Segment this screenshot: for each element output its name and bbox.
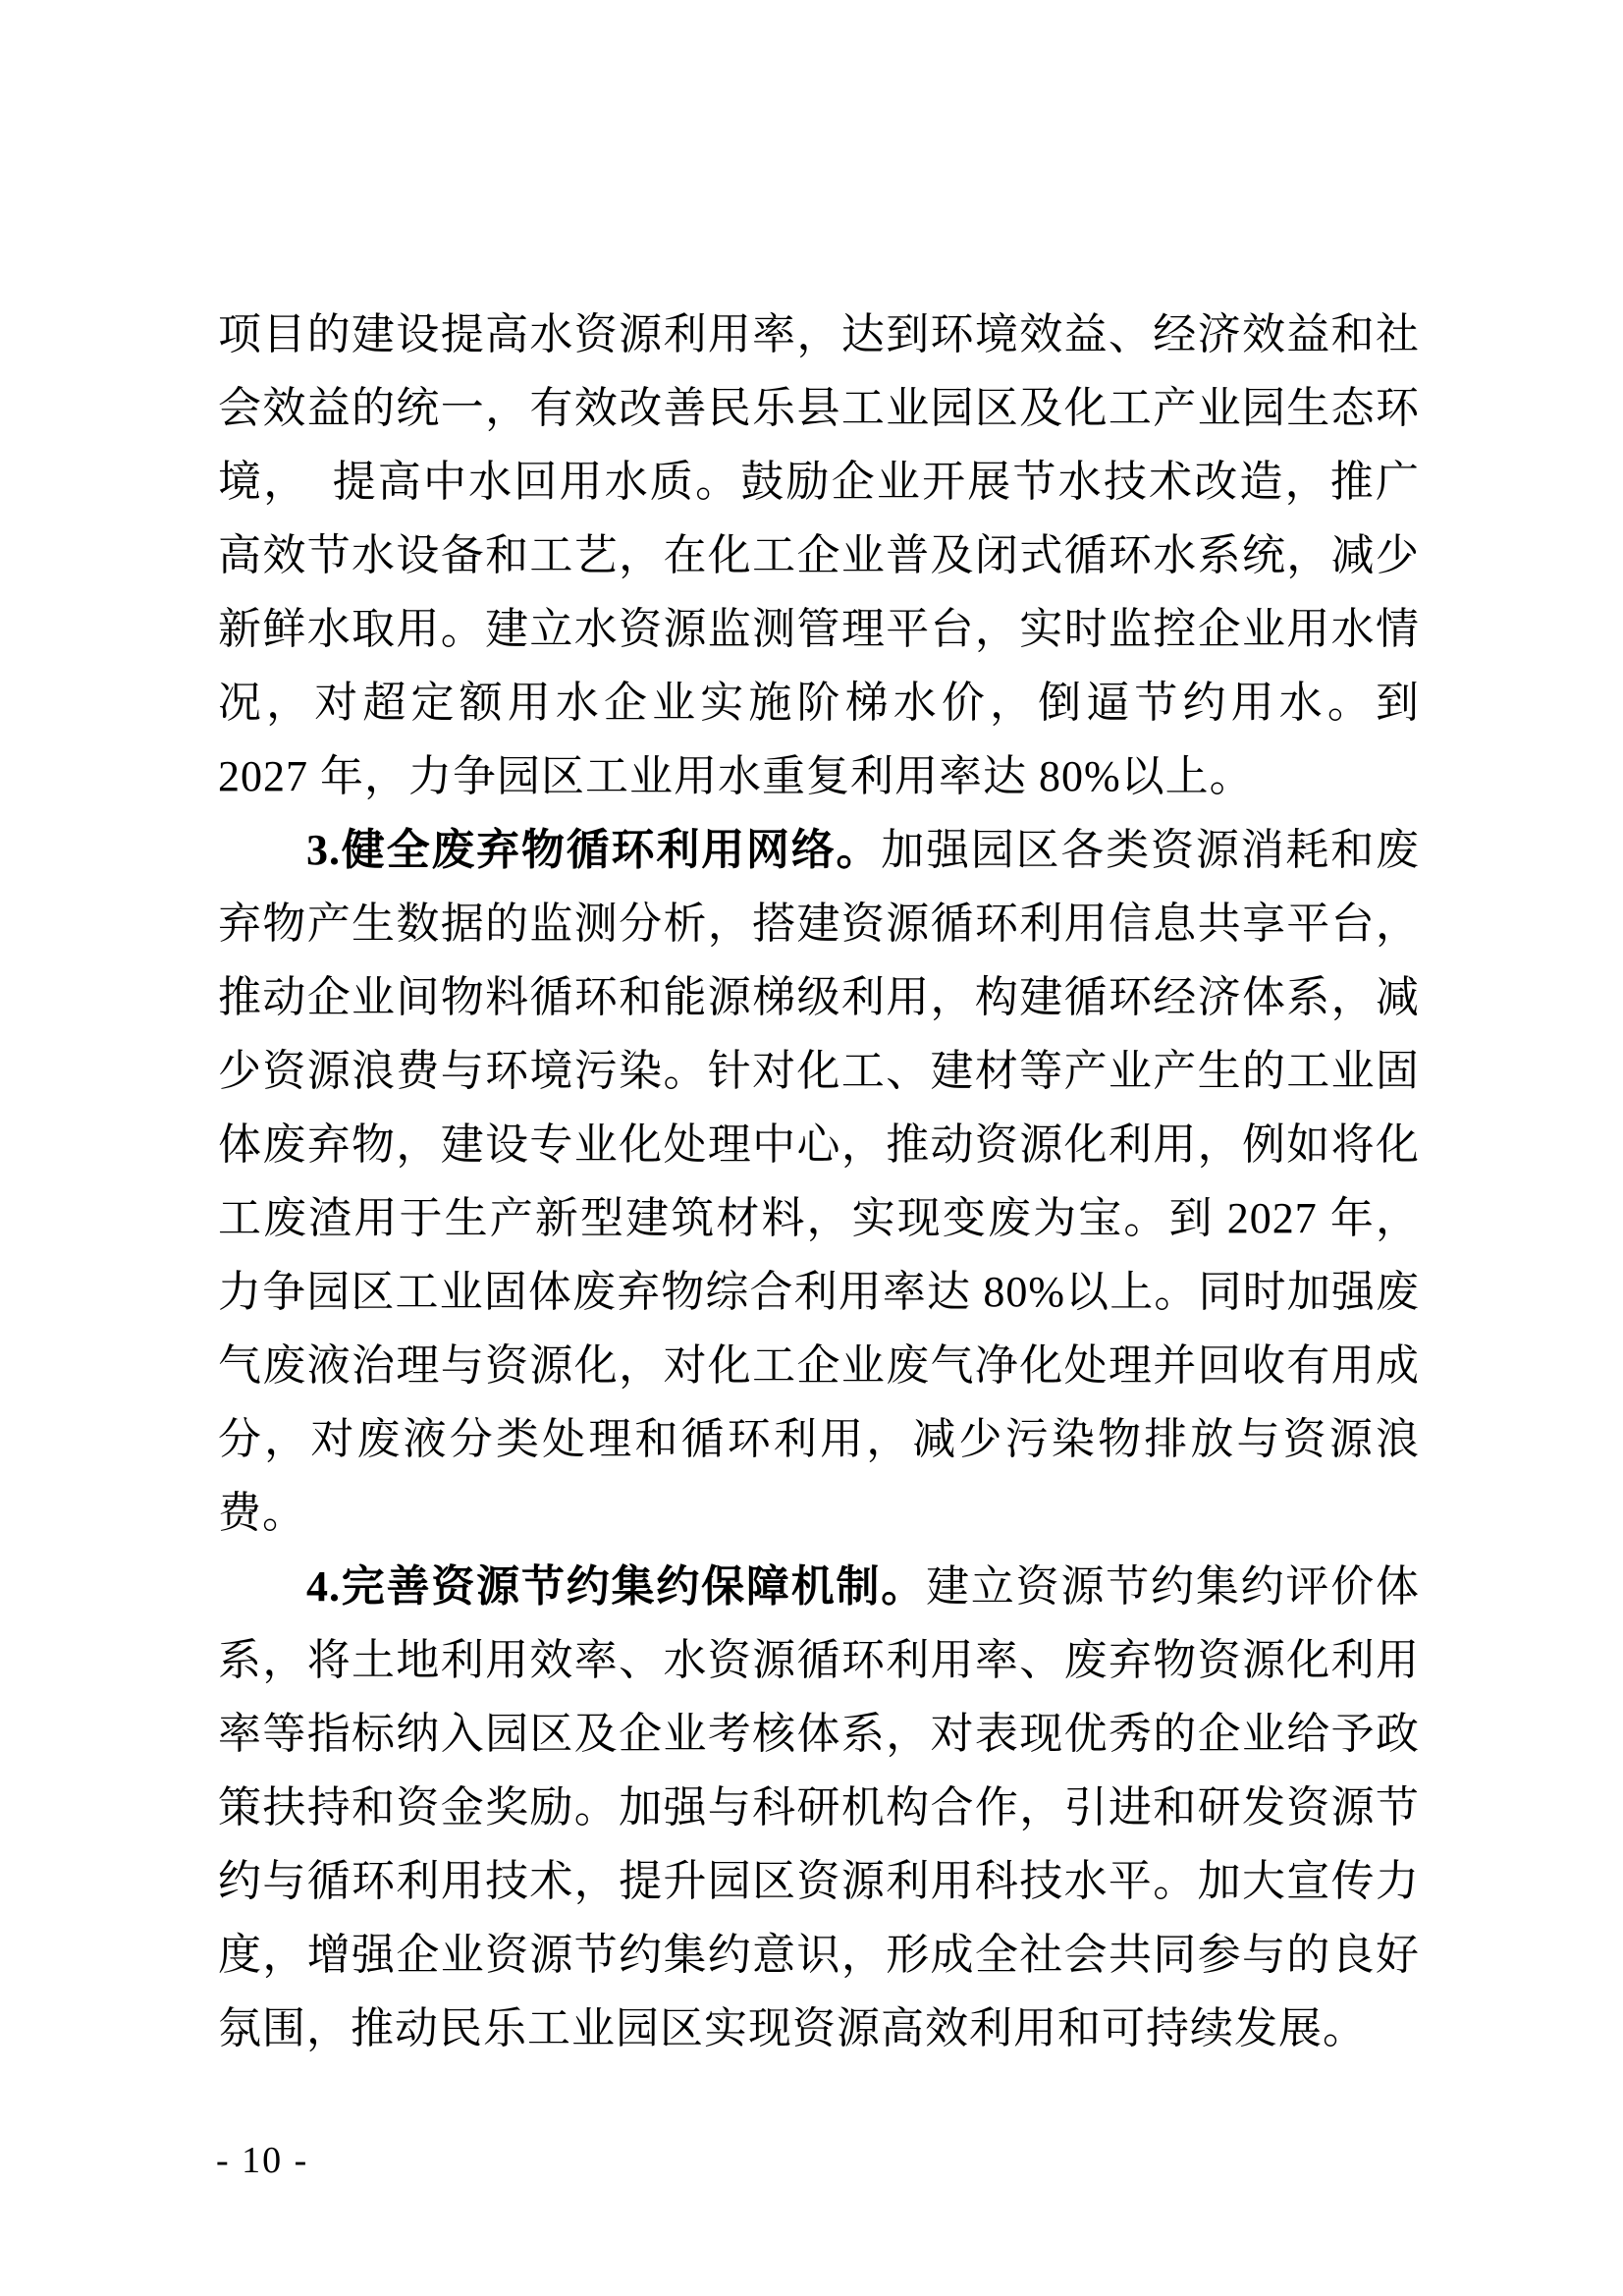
paragraph-text: 项目的建设提高水资源利用率，达到环境效益、经济效益和社会效益的统一，有效改善民乐县工业园区及化工产业园生态环境， 提高中水回用水质。鼓励企业开展节水技术改造，推广高效节水设备和工艺，在化工企业普及闭式循环水系统，减少新鲜水取用。建立水资源监测管理平台，实时监控企业用水情况，对超定额用水企业实施阶梯水价，倒逼节约用水。到 2027 年，力争园区工业用水重复利用率达 80%以上。 xyxy=(218,310,1420,800)
document-body xyxy=(218,298,1420,2065)
paragraph-lead: 4.完善资源节约集约保障机制。 xyxy=(306,1562,927,1611)
paragraph-text: 建立资源节约集约评价体系，将土地利用效率、水资源循环利用率、废弃物资源化利用率等指标纳入园区及企业考核体系，对表现优秀的企业给予政策扶持和资金奖励。加强与科研机构合作，引进和研发资源节约与循环利用技术，提升园区资源利用科技水平。加大宣传力度，增强企业资源节约集约意识，形成全社会共同参与的良好氛围，推动民乐工业园区实现资源高效利用和可持续发展。 xyxy=(218,1562,1421,2052)
paragraph-resource-conservation-mechanism xyxy=(218,1550,1420,2065)
paragraph-text: 加强园区各类资源消耗和废弃物产生数据的监测分析，搭建资源循环利用信息共享平台，推动企业间物料循环和能源梯级利用，构建循环经济体系，减少资源浪费与环境污染。针对化工、建材等产业产生的工业固体废弃物，建设专业化处理中心，推动资源化利用，例如将化工废渣用于生产新型建筑材料，实现变废为宝。到 2027 年，力争园区工业固体废弃物综合利用率达 80%以上。同时加强废气废液治理与资源化，对化工企业废气净化处理并回收有用成分，对废液分类处理和循环利用，减少污染物排放与资源浪费。 xyxy=(218,826,1421,1537)
paragraph-waste-recycling-network xyxy=(218,813,1420,1550)
paragraph-water-utilization xyxy=(218,298,1420,813)
page-number: - 10 - xyxy=(216,2140,309,2181)
page-footer xyxy=(216,2139,308,2182)
paragraph-lead: 3.健全废弃物循环利用网络。 xyxy=(306,826,882,874)
